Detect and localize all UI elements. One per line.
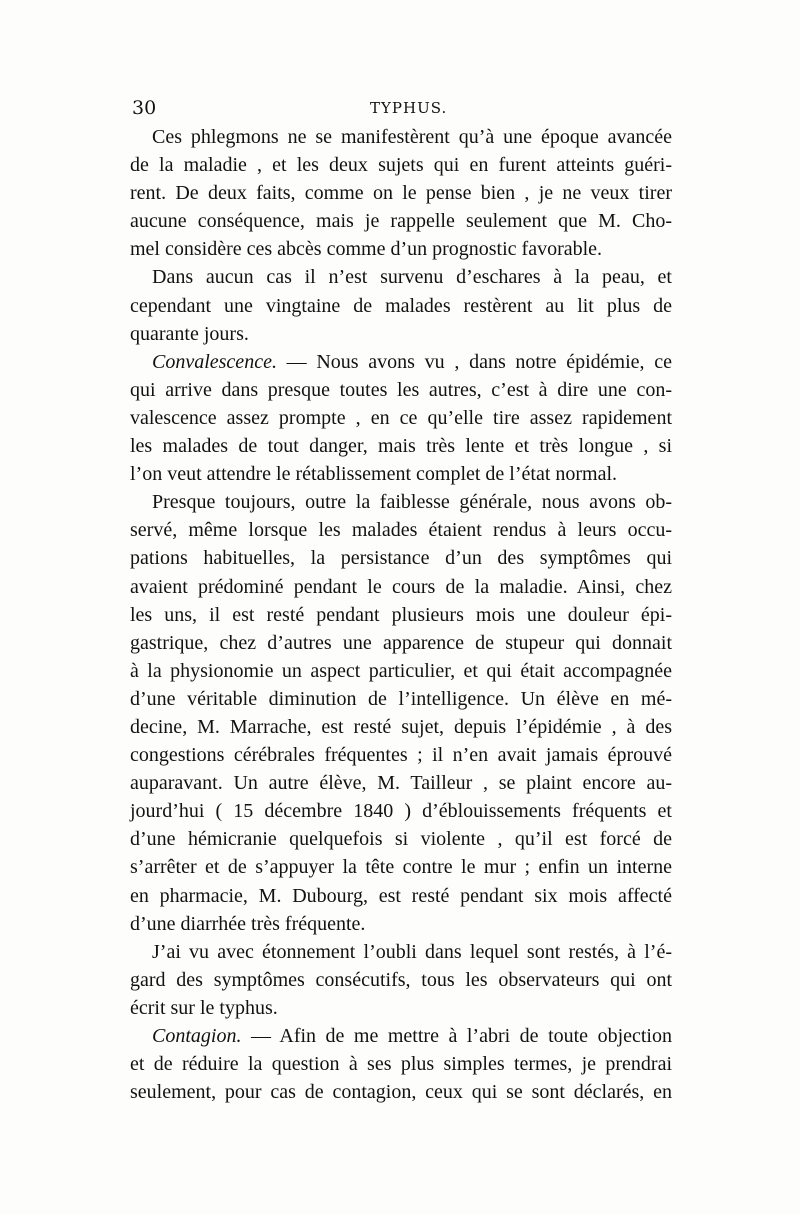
paragraph (130, 938, 672, 1022)
section-heading-contagion: Contagion. (152, 1025, 242, 1047)
paragraph (130, 488, 672, 938)
text-line: gastrique, chez d’autres une apparence de stupeur qui donnait (130, 631, 672, 654)
text-line: aucune conséquence, mais je rappelle seulement que M. Cho- (130, 210, 672, 233)
text-line: congestions cérébrales fréquentes ; il n’en avait jamais éprouvé (130, 744, 672, 767)
text-line: écrit sur le typhus. (130, 996, 278, 1019)
text-line: avaient prédominé pendant le cours de la maladie. Ainsi, chez (130, 575, 672, 598)
text-line: jourd’hui ( 15 décembre 1840 ) d’éblouissements fréquents et (130, 800, 672, 823)
text-line: seulement, pour cas de contagion, ceux qui se sont déclarés, en (130, 1081, 672, 1104)
text-line: rent. De deux faits, comme on le pense bien , je ne veux tirer (130, 182, 672, 205)
text-line: servé, même lorsque les malades étaient rendus à leurs occu- (130, 519, 672, 542)
text-line: J’ai vu avec étonnement l’oubli dans lequel sont restés, à l’é- (152, 940, 672, 963)
text-line: les uns, il est resté pendant plusieurs mois une douleur épi- (130, 603, 672, 626)
text-line: l’on veut attendre le rétablissement complet de l’état normal. (130, 463, 618, 486)
text-line (130, 348, 672, 376)
text-line: valescence assez prompte , en ce qu’elle tire assez rapidement (130, 406, 672, 429)
text-line: d’une diarrhée très fréquente. (130, 912, 366, 935)
text-line: les malades de tout danger, mais très lente et très longue , si (130, 435, 672, 458)
text-line: Dans aucun cas il n’est survenu d’eschares à la peau, et (152, 266, 672, 289)
text-line: gard des symptômes consécutifs, tous les observateurs qui ont (130, 968, 672, 991)
section-heading-convalescence: Convalescence. (152, 350, 277, 373)
text-line: d’une véritable diminution de l’intelligence. Un élève en mé- (130, 687, 672, 710)
paragraph (130, 1022, 672, 1106)
text-line (130, 1022, 672, 1050)
paragraph (130, 123, 672, 263)
text-line: s’arrêter et de s’appuyer la tête contre le mur ; enfin un interne (130, 856, 672, 879)
text-line: Ces phlegmons ne se manifestèrent qu’à une époque avancée (152, 126, 672, 148)
text-fragment: — Nous avons vu , dans notre épidémie, ce (276, 350, 672, 373)
text-line: de la maladie , et les deux sujets qui en furent atteints guéri- (130, 154, 672, 177)
text-fragment: — Afin de me mettre à l’abri de toute objection (241, 1025, 672, 1047)
text-line: Presque toujours, outre la faiblesse générale, nous avons ob- (152, 491, 672, 514)
text-line: et de réduire la question à ses plus simples termes, je prendrai (130, 1053, 672, 1076)
text-line: à la physionomie un aspect particulier, et qui était accompagnée (130, 659, 672, 682)
text-line: auparavant. Un autre élève, M. Tailleur , se plaint encore au- (130, 772, 672, 795)
running-title: TYPHUS. (370, 99, 448, 117)
text-line: mel considère ces abcès comme d’un prognostic favorable. (130, 238, 603, 261)
paragraph (130, 348, 672, 488)
page-header (132, 97, 672, 123)
text-line: quarante jours. (130, 322, 249, 345)
text-line: en pharmacie, M. Dubourg, est resté pendant six mois affecté (130, 884, 672, 907)
paragraph (130, 263, 672, 347)
text-line: decine, M. Marrache, est resté sujet, depuis l’épidémie , à des (130, 715, 672, 738)
page-number: 30 (132, 97, 157, 119)
text-line: pations habituelles, la persistance d’un des symptômes qui (130, 547, 672, 570)
text-line: cependant une vingtaine de malades restèrent au lit plus de (130, 294, 672, 317)
text-line: d’une hémicranie quelquefois si violente , qu’il est forcé de (130, 828, 672, 851)
body-text (130, 123, 672, 1106)
text-line: qui arrive dans presque toutes les autres, c’est à dire une con- (130, 378, 672, 401)
